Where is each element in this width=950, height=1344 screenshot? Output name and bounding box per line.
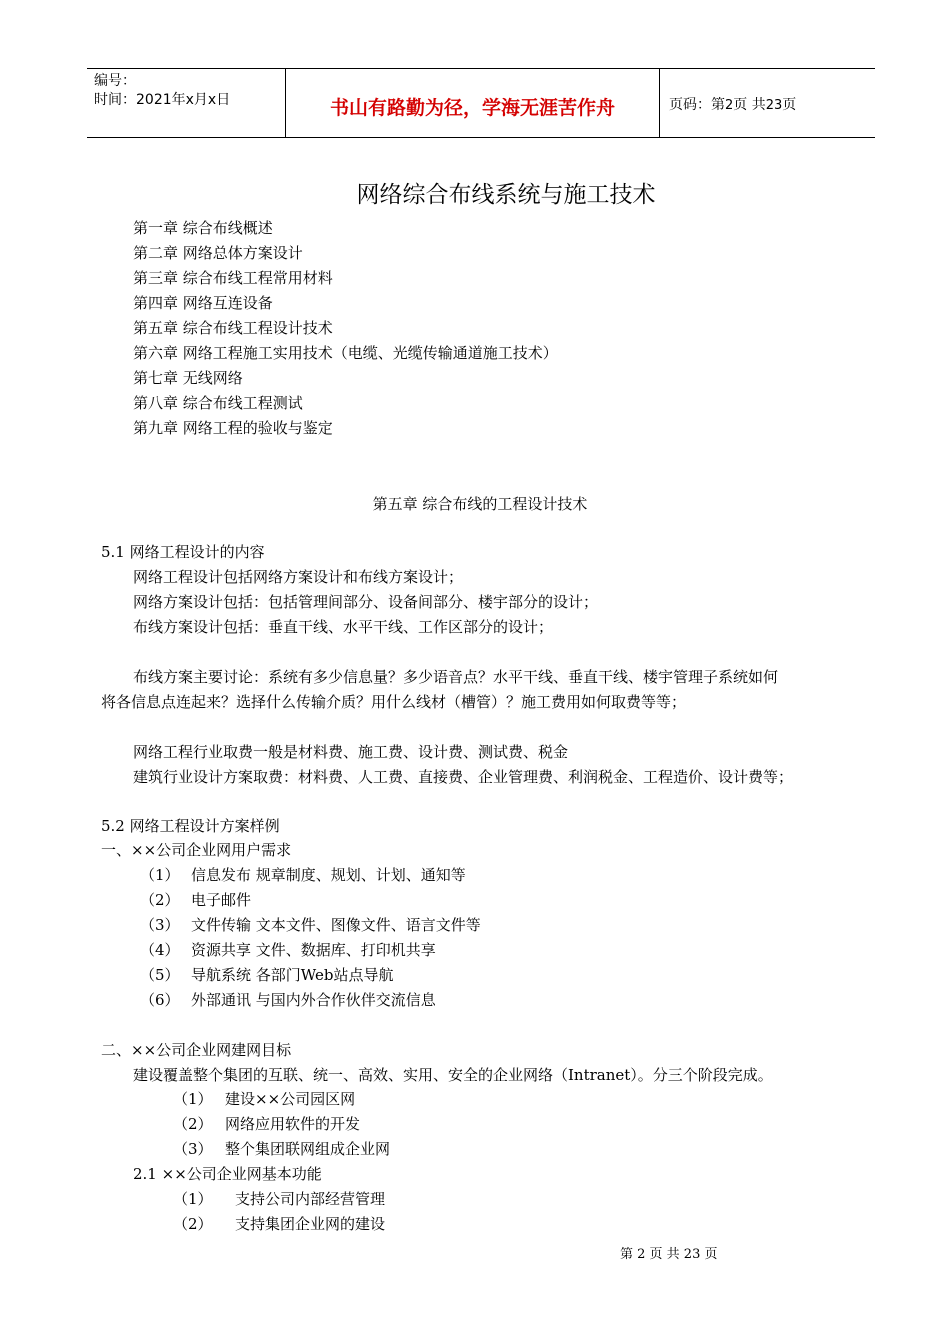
list-item-number: （6） [140,991,180,1009]
paragraph-line: 布线方案主要讨论：系统有多少信息量？多少语音点？水平干线、垂直干线、楼宇管理子系统如何 [133,668,779,686]
paragraph-line: 建设覆盖整个集团的互联、统一、高效、实用、安全的企业网络（Intranet）。分三个阶段完成。 [133,1066,773,1084]
list-item-text: 外部通讯 与国内外合作伙伴交流信息 [191,991,436,1009]
page-suffix: 页 [782,97,797,113]
list-item-text: 网络应用软件的开发 [225,1115,361,1133]
paragraph-line: 布线方案设计包括：垂直干线、水平干线、工作区部分的设计； [133,618,554,636]
page-total: 23 [765,98,783,113]
toc-item: 第五章 综合布线工程设计技术 [133,319,333,337]
list-item-text: 支持集团企业网的建设 [235,1215,386,1233]
section-heading: 5.1 网络工程设计的内容 [101,543,265,561]
list-item-text: 导航系统 各部门Web站点导航 [191,966,394,984]
page-mid: 页 共 [733,97,766,113]
header-motto: 书山有路勤为径，学海无涯苦作舟 [329,97,615,119]
subsection-heading: 二、××公司企业网建网目标 [101,1041,292,1059]
paragraph-line: 网络方案设计包括：包括管理间部分、设备间部分、楼宇部分的设计； [133,593,599,611]
list-item-text: 文件传输 文本文件、图像文件、语言文件等 [191,916,481,934]
paragraph-line: 建筑行业设计方案取费：材料费、人工费、直接费、企业管理费、利润税金、工程造价、设计费等； [133,768,794,786]
doc-date-label: 时间：2021年x月x日 [94,92,231,108]
toc-item: 第七章 无线网络 [133,369,243,387]
toc-item: 第四章 网络互连设备 [133,294,273,312]
toc-item: 第二章 网络总体方案设计 [133,244,303,262]
page-current: 2 [725,98,734,113]
list-item-number: （2） [173,1215,213,1233]
subsection-heading: 2.1 ××公司企业网基本功能 [133,1165,322,1183]
list-item-text: 建设××公司园区网 [225,1090,356,1108]
list-item-text: 信息发布 规章制度、规划、计划、通知等 [191,866,466,884]
list-item-text: 整个集团联网组成企业网 [225,1140,391,1158]
header-page-cell [659,69,875,137]
page-header [87,68,875,138]
list-item-number: （2） [173,1115,213,1133]
paragraph-line: 将各信息点连起来？选择什么传输介质？用什么线材（槽管）？施工费用如何取费等等； [101,693,687,711]
toc-item: 第一章 综合布线概述 [133,219,273,237]
list-item-number: （2） [140,891,180,909]
list-item-text: 资源共享 文件、数据库、打印机共享 [191,941,436,959]
list-item-number: （3） [140,916,180,934]
toc-item: 第六章 网络工程施工实用技术（电缆、光缆传输通道施工技术） [133,344,558,362]
paragraph-line: 网络工程行业取费一般是材料费、施工费、设计费、测试费、税金 [133,743,569,761]
list-item-number: （1） [173,1090,213,1108]
list-item-number: （4） [140,941,180,959]
list-item-number: （5） [140,966,180,984]
list-item-text: 电子邮件 [191,891,252,909]
document-title: 网络综合布线系统与施工技术 [356,182,656,208]
paragraph-line: 网络工程设计包括网络方案设计和布线方案设计； [133,568,464,586]
page-prefix: 页码：第 [669,97,725,113]
section-heading: 5.2 网络工程设计方案样例 [101,817,280,835]
toc-item: 第八章 综合布线工程测试 [133,394,303,412]
list-item-number: （1） [140,866,180,884]
toc-item: 第三章 综合布线工程常用材料 [133,269,333,287]
list-item-text: 支持公司内部经营管理 [235,1190,386,1208]
list-item-number: （1） [173,1190,213,1208]
toc-item: 第九章 网络工程的验收与鉴定 [133,419,333,437]
header-motto-cell [285,69,660,137]
chapter-title: 第五章 综合布线的工程设计技术 [372,495,588,513]
page-footer: 第 2 页 共 23 页 [620,1247,718,1262]
list-item-number: （3） [173,1140,213,1158]
header-page-info [669,94,796,114]
doc-number-label: 编号： [94,73,136,89]
subsection-heading: 一、××公司企业网用户需求 [101,841,292,859]
header-meta-cell [87,69,285,137]
